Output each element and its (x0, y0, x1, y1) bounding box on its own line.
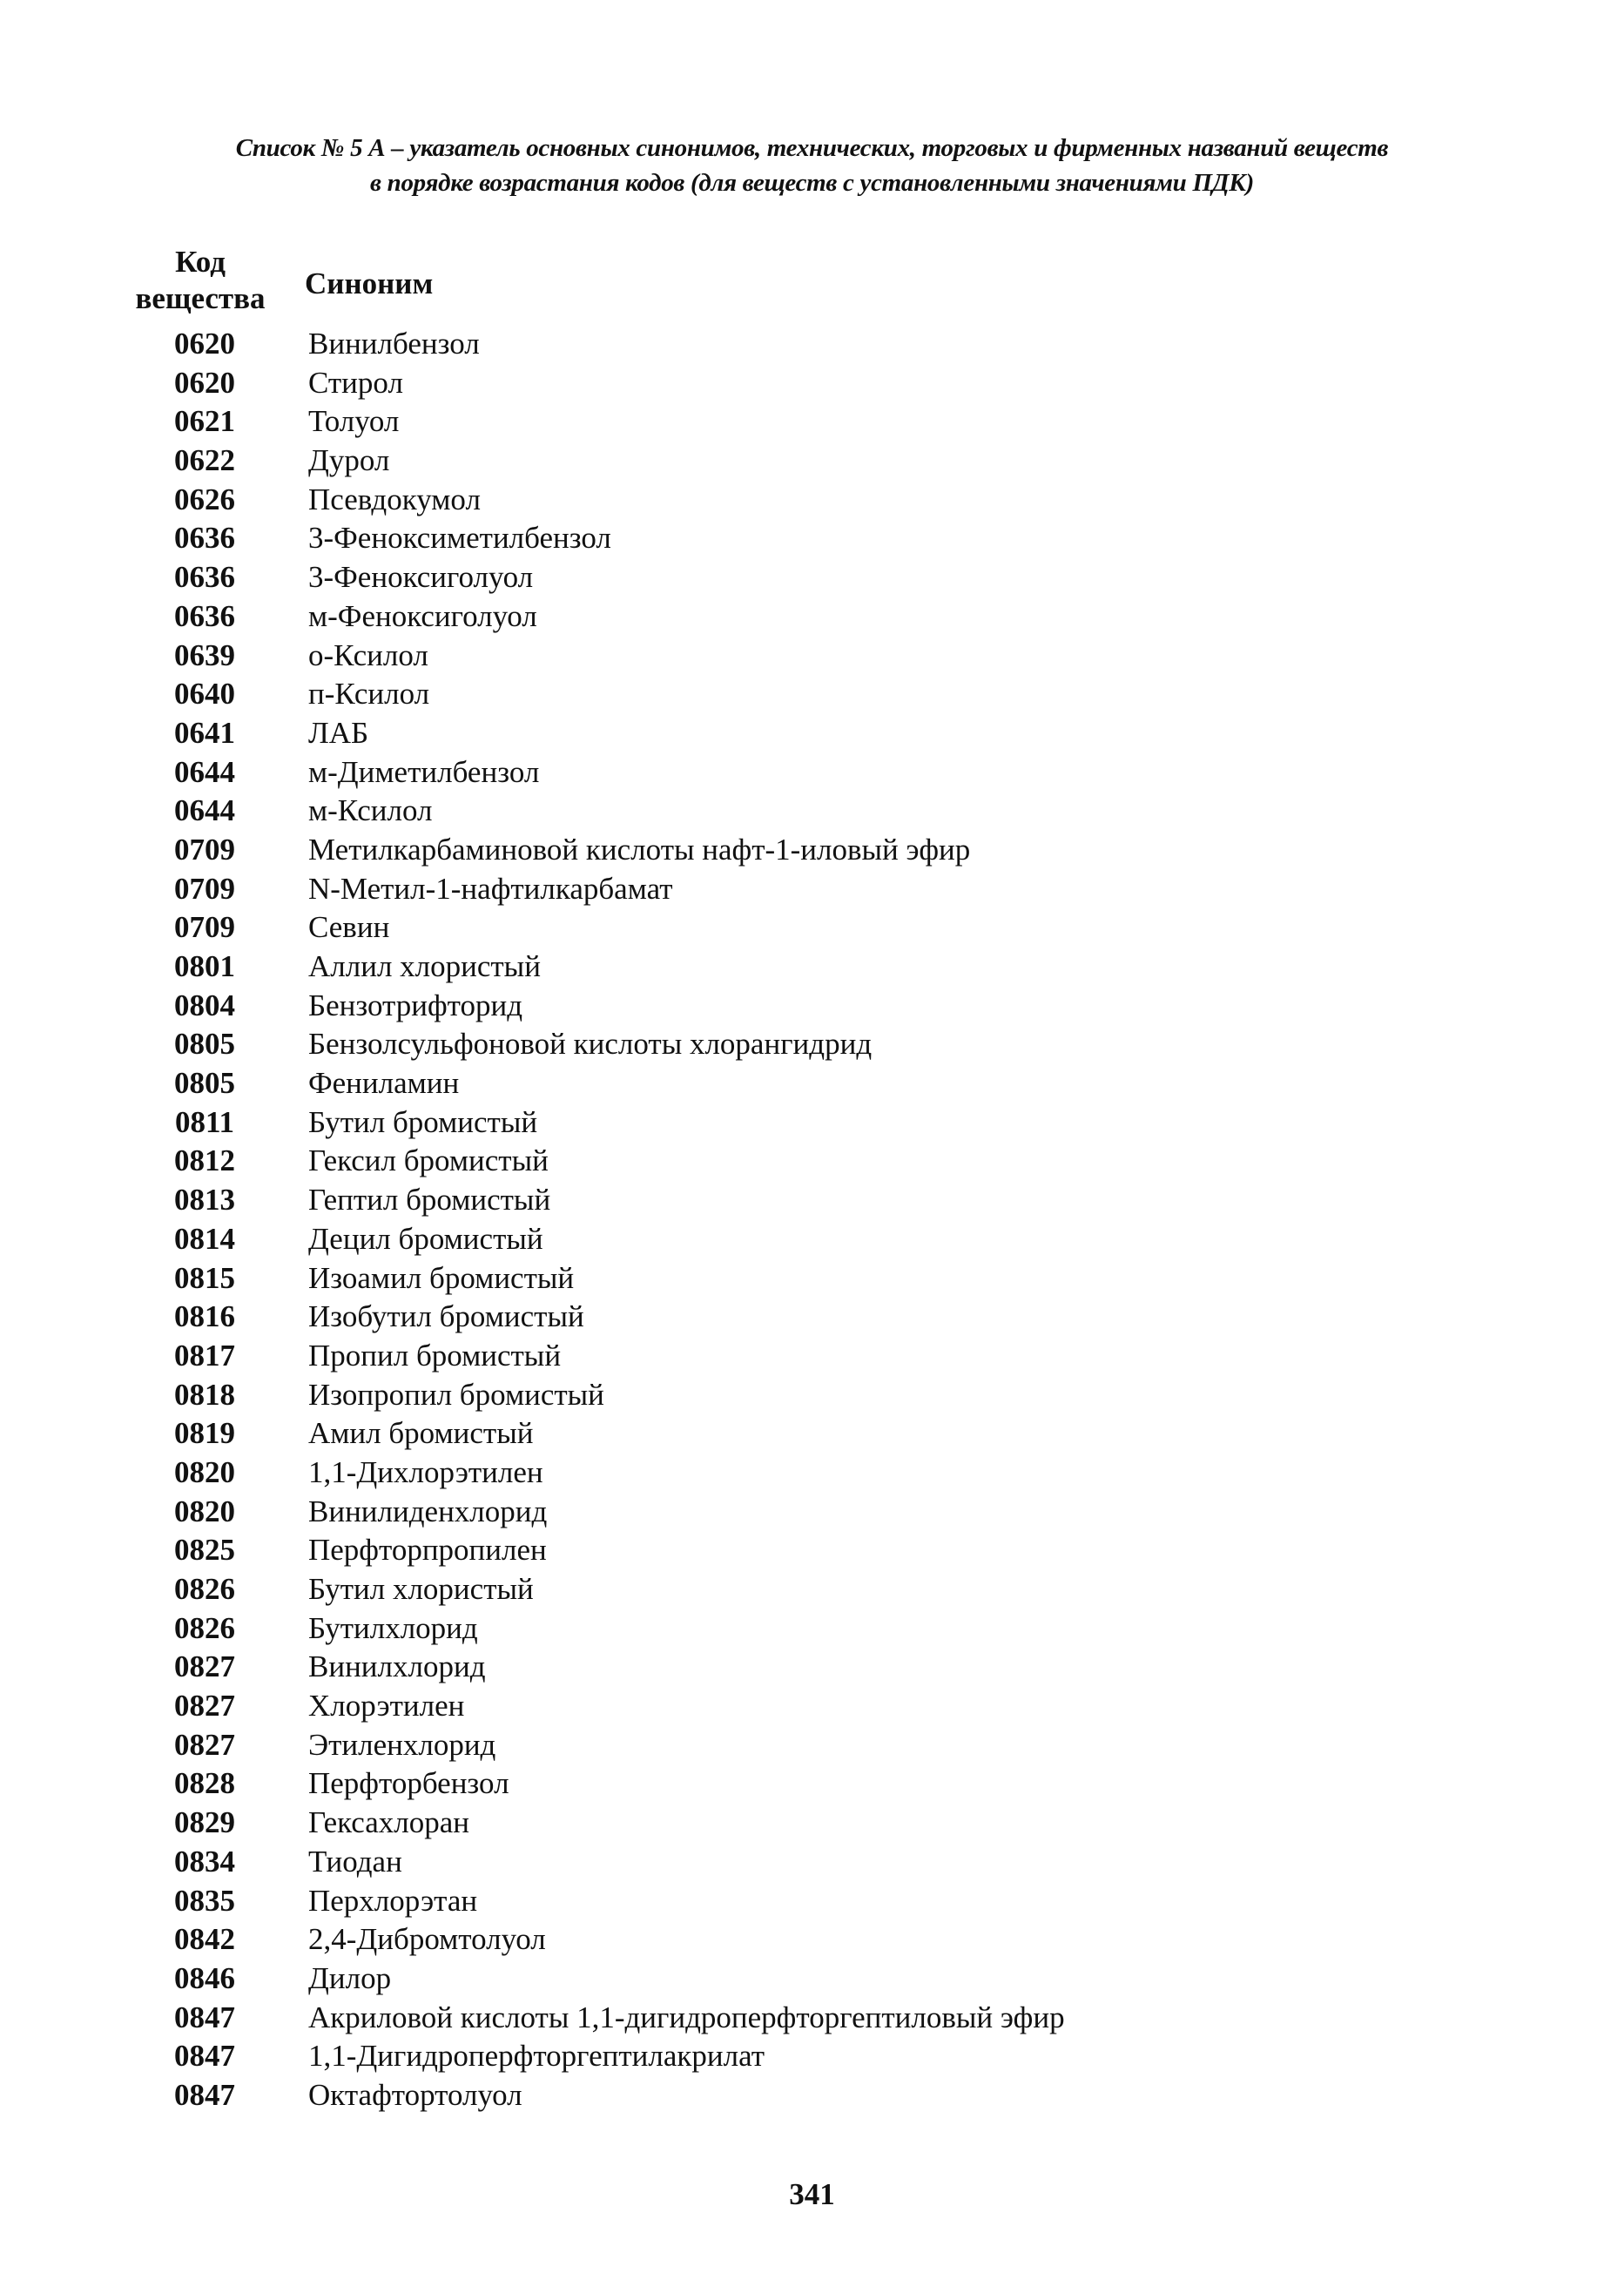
page-heading (87, 131, 1537, 200)
table-row (0, 1454, 1624, 1493)
synonym-name: 3-Феноксиголуол (308, 560, 534, 595)
synonym-name: Фениламин (308, 1066, 460, 1101)
table-row (0, 714, 1624, 753)
synonym-name: Хлорэтилен (308, 1689, 465, 1723)
synonym-name: Бензотрифторид (308, 988, 523, 1022)
table-row (0, 1843, 1624, 1882)
table-row (0, 1376, 1624, 1415)
synonym-name: Стирол (308, 365, 403, 400)
substance-code: 0846 (174, 1960, 235, 1995)
synonym-table (0, 325, 1624, 2115)
column-header-code-line-1: Код (175, 245, 226, 279)
synonym-name: о-Ксилол (308, 637, 428, 672)
synonym-name: Бутил бромистый (308, 1104, 538, 1139)
synonym-name: Перфторбензол (308, 1766, 509, 1801)
substance-code: 0814 (174, 1221, 235, 1256)
synonym-name: Акриловой кислоты 1,1-дигидроперфторгептиловый эфир (308, 2000, 1065, 2034)
synonym-name: Октафтортолуол (308, 2077, 522, 2112)
substance-code: 0709 (174, 871, 235, 906)
table-row (0, 637, 1624, 676)
substance-code: 0644 (174, 754, 235, 789)
table-row (0, 1609, 1624, 1649)
substance-code: 0826 (174, 1572, 235, 1606)
substance-code: 0817 (174, 1338, 235, 1373)
synonym-name: 2,4-Дибромтолуол (308, 1922, 546, 1957)
synonym-name: Аллил хлористый (308, 949, 541, 983)
column-header-code-line-2: вещества (135, 281, 266, 315)
table-row (0, 1220, 1624, 1259)
substance-code: 0820 (174, 1494, 235, 1528)
table-row (0, 2076, 1624, 2115)
heading-line-1: Список № 5 А – указатель основных синонимов, технических, торговых и фирменных названий веществ (235, 134, 1389, 162)
substance-code: 0819 (174, 1416, 235, 1451)
substance-code: 0636 (174, 598, 235, 633)
synonym-name: Винилиденхлорид (308, 1494, 548, 1528)
substance-code: 0829 (174, 1805, 235, 1840)
substance-code: 0828 (174, 1766, 235, 1801)
synonym-name: м-Диметилбензол (308, 754, 540, 789)
synonym-name: N-Метил-1-нафтилкарбамат (308, 871, 673, 906)
table-row (0, 1960, 1624, 1999)
synonym-name: Децил бромистый (308, 1221, 543, 1256)
substance-code: 0827 (174, 1649, 235, 1684)
synonym-name: Дилор (308, 1960, 392, 1995)
substance-code: 0812 (174, 1143, 235, 1178)
table-row (0, 364, 1624, 403)
substance-code: 0813 (174, 1183, 235, 1218)
table-row (0, 1687, 1624, 1726)
table-row (0, 1920, 1624, 1960)
table-row (0, 519, 1624, 558)
substance-code: 0805 (174, 1027, 235, 1062)
substance-code: 0842 (174, 1922, 235, 1957)
table-row (0, 1999, 1624, 2038)
synonym-name: Толуол (308, 404, 400, 439)
table-row (0, 870, 1624, 909)
substance-code: 0835 (174, 1883, 235, 1918)
synonym-name: Гексахлоран (308, 1805, 469, 1840)
table-row (0, 325, 1624, 364)
heading-line-2: в порядке возрастания кодов (для веществ с установленными значениями ПДК) (370, 169, 1254, 197)
synonym-name: Амил бромистый (308, 1416, 534, 1451)
synonym-name: Бутилхлорид (308, 1610, 478, 1645)
substance-code: 0827 (174, 1689, 235, 1723)
synonym-name: Бутил хлористый (308, 1572, 534, 1606)
substance-code: 0815 (174, 1260, 235, 1295)
synonym-name: Севин (308, 910, 390, 945)
table-row (0, 1570, 1624, 1609)
synonym-name: Бензолсульфоновой кислоты хлорангидрид (308, 1027, 873, 1062)
table-row (0, 1648, 1624, 1687)
synonym-name: Псевдокумол (308, 482, 481, 516)
column-header-synonym: Синоним (305, 266, 434, 300)
substance-code: 0641 (174, 715, 235, 750)
synonym-name: 1,1-Дигидроперфторгептилакрилат (308, 2039, 765, 2074)
synonym-name: Пропил бромистый (308, 1338, 562, 1373)
substance-code: 0709 (174, 910, 235, 945)
page-number: 341 (789, 2177, 835, 2211)
synonym-name: Дурол (308, 443, 390, 478)
synonym-name: 3-Феноксиметилбензол (308, 521, 611, 556)
synonym-name: Винилбензол (308, 327, 480, 361)
substance-code: 0804 (174, 988, 235, 1022)
table-row (0, 481, 1624, 520)
synonym-name: Изобутил бромистый (308, 1299, 584, 1334)
substance-code: 0847 (174, 2000, 235, 2034)
synonym-name: Тиодан (308, 1844, 402, 1879)
substance-code: 0816 (174, 1299, 235, 1334)
synonym-name: м-Феноксиголуол (308, 598, 537, 633)
synonym-name: Изоамил бромистый (308, 1260, 575, 1295)
table-row (0, 831, 1624, 870)
table-row (0, 1726, 1624, 1765)
table-row (0, 1064, 1624, 1103)
table-row (0, 908, 1624, 948)
substance-code: 0847 (174, 2077, 235, 2112)
synonym-name: Этиленхлорид (308, 1727, 496, 1762)
synonym-name: Перхлорэтан (308, 1883, 478, 1918)
table-row (0, 1764, 1624, 1804)
table-row (0, 558, 1624, 597)
table-row (0, 792, 1624, 831)
substance-code: 0640 (174, 677, 235, 712)
table-row (0, 1181, 1624, 1220)
table-row (0, 1414, 1624, 1454)
substance-code: 0818 (174, 1377, 235, 1412)
table-row (0, 1531, 1624, 1570)
substance-code: 0644 (174, 793, 235, 828)
table-row (0, 675, 1624, 714)
table-row (0, 2037, 1624, 2076)
substance-code: 0626 (174, 482, 235, 516)
substance-code: 0801 (174, 949, 235, 983)
table-row (0, 753, 1624, 793)
substance-code: 0621 (174, 404, 235, 439)
table-row (0, 1259, 1624, 1299)
table-row (0, 1882, 1624, 1921)
synonym-name: м-Ксилол (308, 793, 433, 828)
synonym-name: 1,1-Дихлорэтилен (308, 1454, 543, 1489)
synonym-name: Изопропил бромистый (308, 1377, 604, 1412)
table-row (0, 987, 1624, 1026)
substance-code: 0826 (174, 1610, 235, 1645)
substance-code: 0834 (174, 1844, 235, 1879)
table-row (0, 1103, 1624, 1143)
synonym-name: Гексил бромистый (308, 1143, 549, 1178)
synonym-name: п-Ксилол (308, 677, 430, 712)
substance-code: 0827 (174, 1727, 235, 1762)
table-row (0, 1142, 1624, 1181)
substance-code: 0709 (174, 832, 235, 867)
table-row (0, 1804, 1624, 1843)
substance-code: 0622 (174, 443, 235, 478)
synonym-name: Винилхлорид (308, 1649, 486, 1684)
table-row (0, 1337, 1624, 1376)
table-row (0, 1298, 1624, 1337)
table-row (0, 948, 1624, 987)
substance-code: 0636 (174, 560, 235, 595)
table-row (0, 442, 1624, 481)
substance-code: 0811 (174, 1104, 235, 1139)
substance-code: 0820 (174, 1454, 235, 1489)
table-row (0, 597, 1624, 637)
table-row (0, 1025, 1624, 1064)
substance-code: 0639 (174, 637, 235, 672)
synonym-name: Гептил бромистый (308, 1183, 551, 1218)
substance-code: 0620 (174, 327, 235, 361)
synonym-name: ЛАБ (308, 715, 369, 750)
column-header-code (122, 244, 279, 317)
substance-code: 0636 (174, 521, 235, 556)
synonym-name: Метилкарбаминовой кислоты нафт-1-иловый эфир (308, 832, 971, 867)
substance-code: 0847 (174, 2039, 235, 2074)
substance-code: 0620 (174, 365, 235, 400)
table-row (0, 1493, 1624, 1532)
synonym-name: Перфторпропилен (308, 1533, 547, 1568)
table-row (0, 402, 1624, 442)
substance-code: 0825 (174, 1533, 235, 1568)
substance-code: 0805 (174, 1066, 235, 1101)
